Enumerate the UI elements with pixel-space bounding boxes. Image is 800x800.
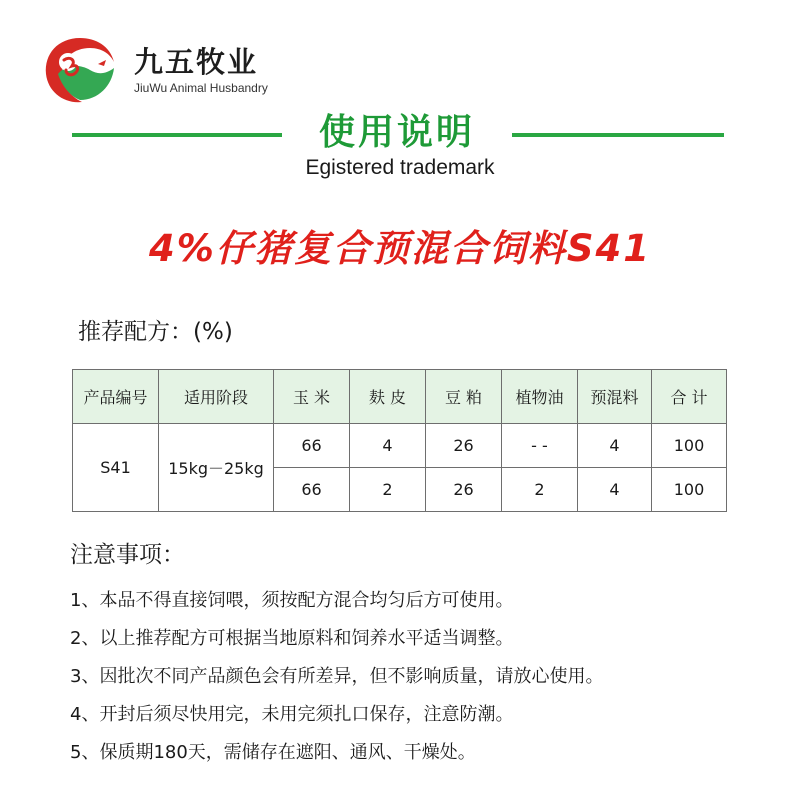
column-header: 麸 皮 (350, 370, 426, 424)
brand-logo-icon (40, 34, 120, 106)
table-cell: 4 (578, 468, 652, 512)
table-header-row (73, 370, 727, 424)
column-header: 玉 米 (274, 370, 350, 424)
formula-table (72, 369, 727, 512)
brand-name-cn: 九五牧业 (134, 45, 259, 79)
stage-cell: 15kg－25kg (159, 424, 274, 512)
header-divider-left (72, 133, 282, 137)
column-header: 产品编号 (73, 370, 159, 424)
list-item: 3、因批次不同产品颜色会有所差异，但不影响质量，请放心使用。 (70, 666, 604, 687)
column-header: 合 计 (652, 370, 727, 424)
notes-list (70, 582, 603, 772)
table-cell: 26 (426, 468, 502, 512)
table-cell: 2 (502, 468, 578, 512)
list-item: 2、以上推荐配方可根据当地原料和饲养水平适当调整。 (70, 628, 514, 649)
column-header: 植物油 (502, 370, 578, 424)
product-code-cell: S41 (73, 424, 159, 512)
formula-heading: 推荐配方：(%) (78, 319, 233, 345)
table-row (73, 424, 727, 468)
list-item: 1、本品不得直接饲喂，须按配方混合均匀后方可使用。 (70, 590, 514, 611)
table-cell: 66 (274, 424, 350, 468)
product-title: 4%仔猪复合预混合饲料S41 (149, 227, 651, 270)
table-cell: 26 (426, 424, 502, 468)
brand-name-en: JiuWu Animal Husbandry (134, 81, 268, 95)
list-item: 4、开封后须尽快用完，未用完须扎口保存，注意防潮。 (70, 704, 514, 725)
table-cell: 4 (578, 424, 652, 468)
notes-heading: 注意事项： (70, 542, 185, 568)
usage-subtitle: Egistered trademark (305, 156, 495, 179)
column-header: 豆 粕 (426, 370, 502, 424)
list-item: 5、保质期180天，需储存在遮阳、通风、干燥处。 (70, 742, 476, 763)
header-divider-right (512, 133, 724, 137)
table-cell: - - (502, 424, 578, 468)
table-cell: 4 (350, 424, 426, 468)
usage-title: 使用说明 (318, 112, 475, 153)
table-cell: 100 (652, 468, 727, 512)
table-cell: 66 (274, 468, 350, 512)
table-cell: 100 (652, 424, 727, 468)
column-header: 适用阶段 (159, 370, 274, 424)
table-cell: 2 (350, 468, 426, 512)
column-header: 预混料 (578, 370, 652, 424)
